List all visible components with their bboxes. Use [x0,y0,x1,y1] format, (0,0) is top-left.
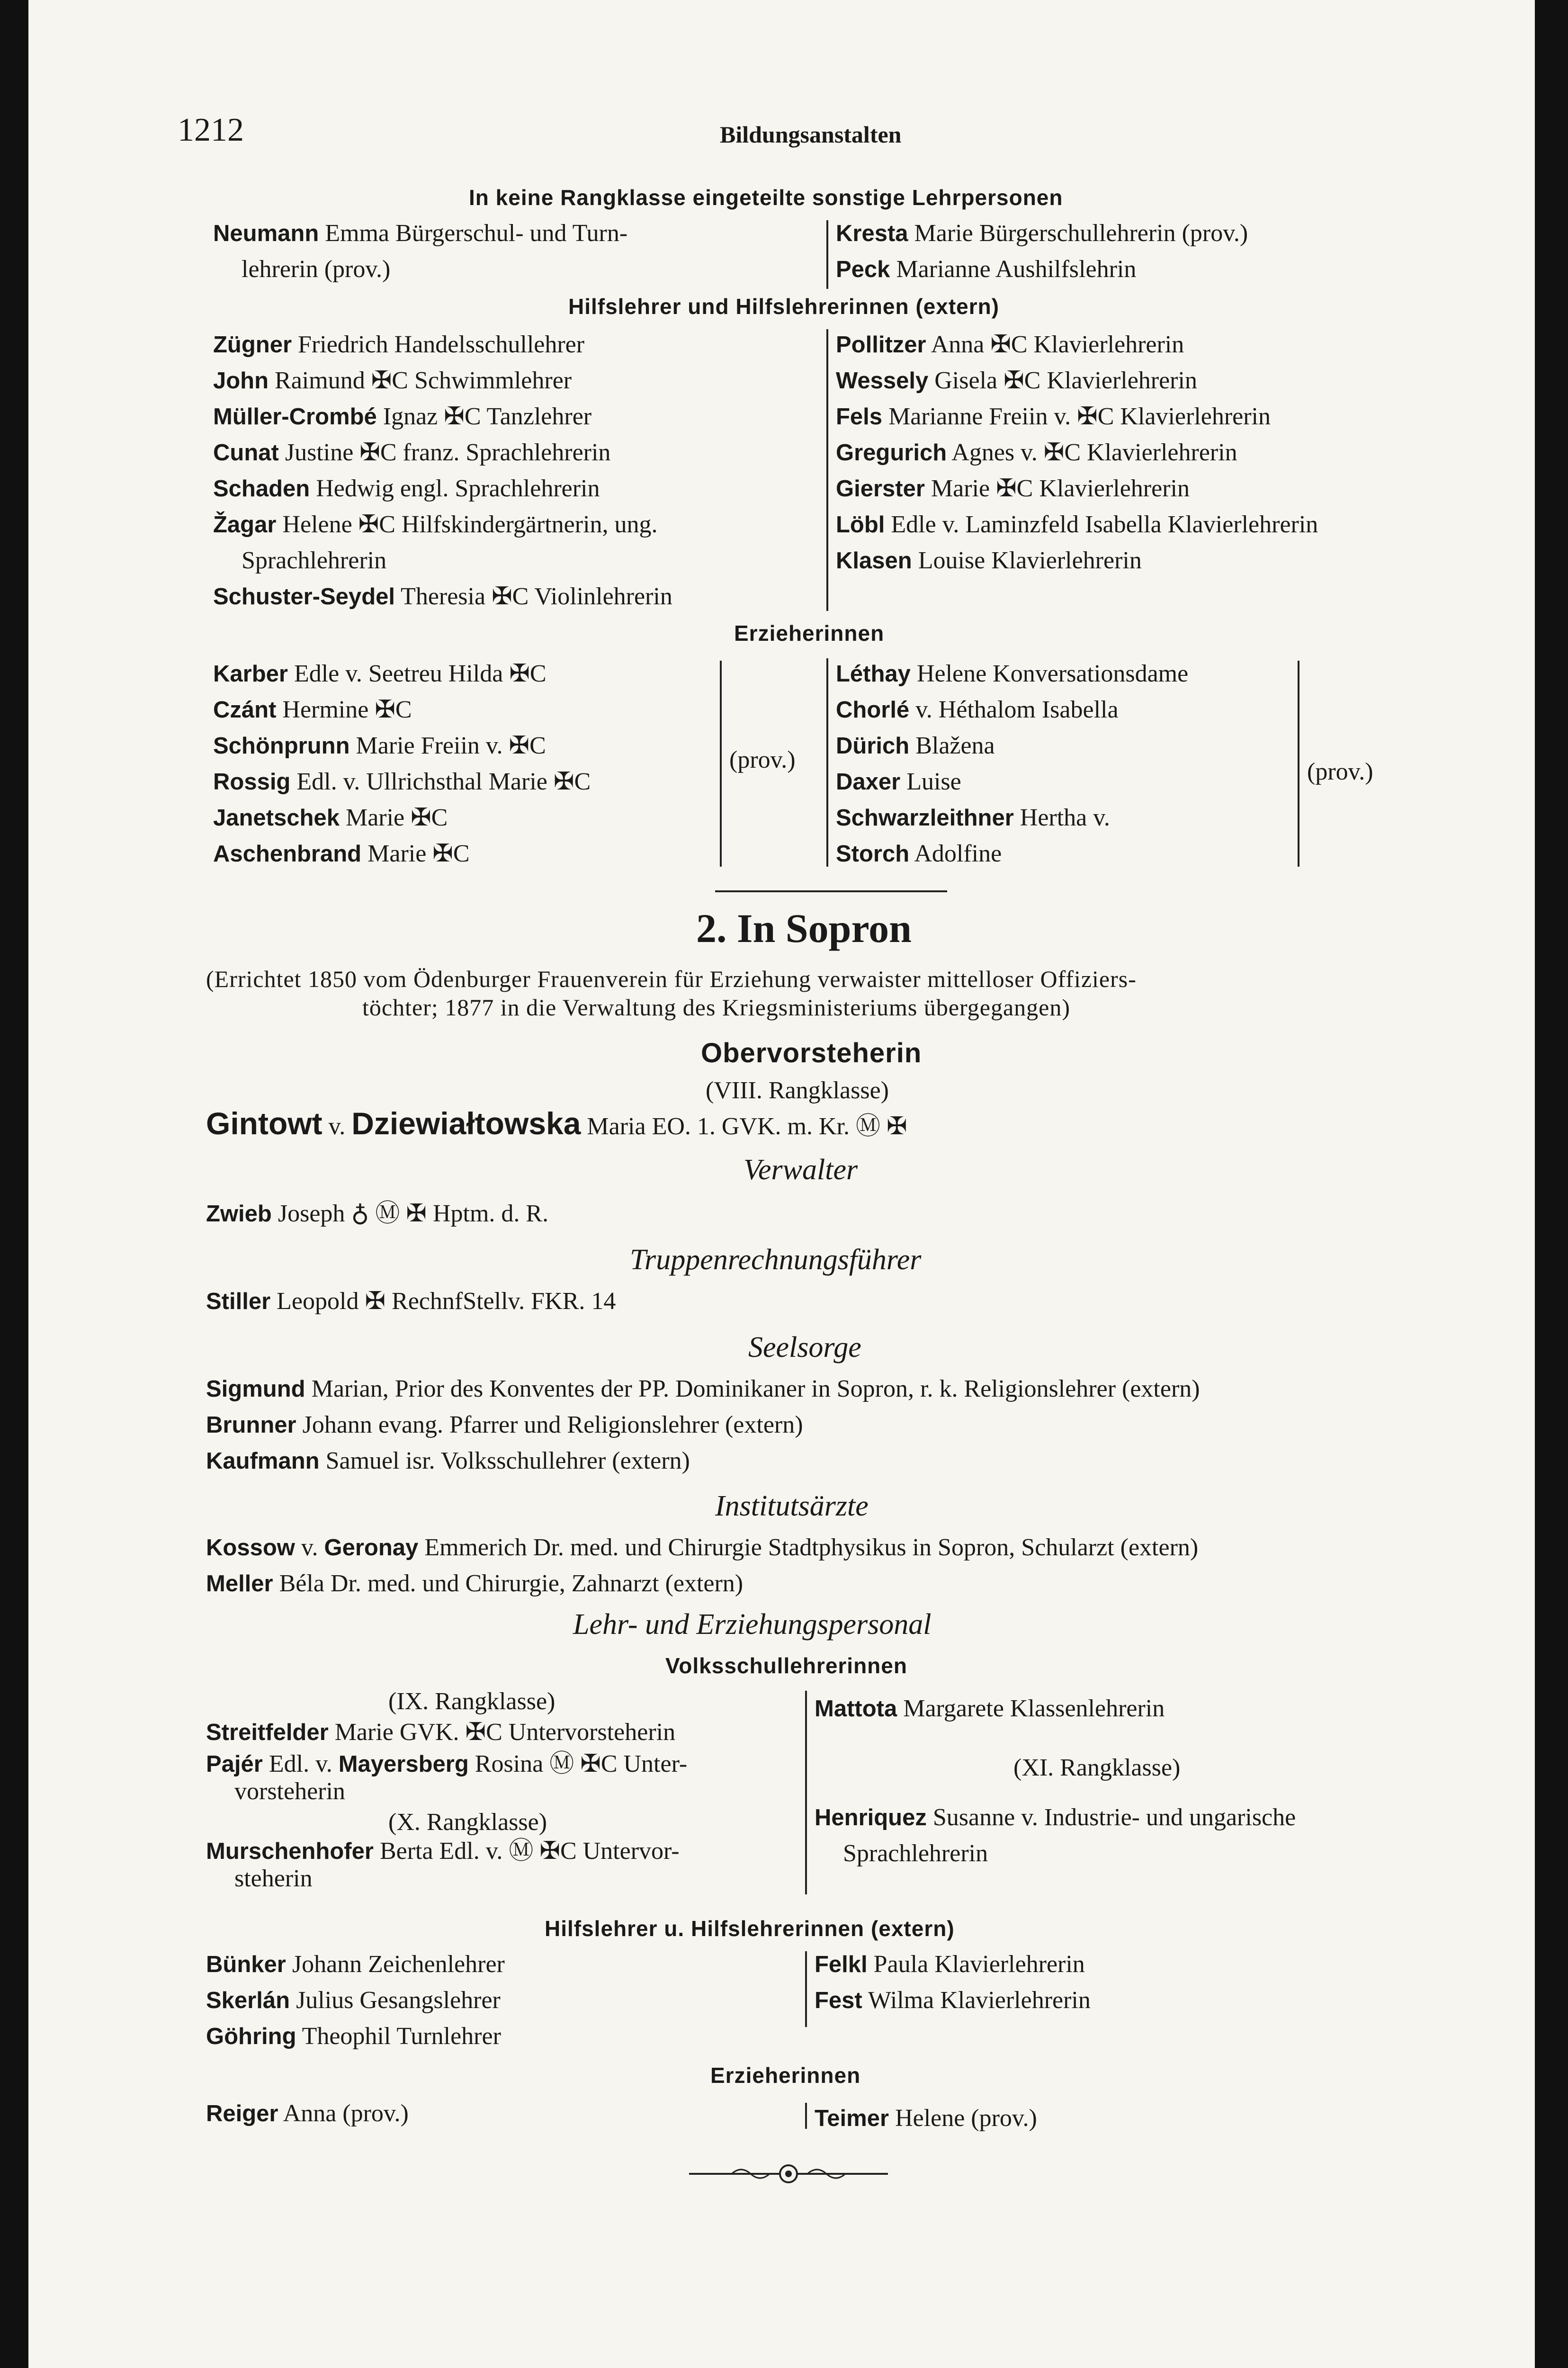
column-divider [826,220,828,289]
page-number: 1212 [178,112,244,148]
intro-line-1: (Errichtet 1850 vom Ödenburger Frauenverein für Erziehung verwaister mittelloser Offiziers- [206,966,1137,992]
list-item: Peck Marianne Aushilfslehrin [836,256,1137,283]
list-item: Neumann Emma Bürgerschul- und Turn- [213,220,628,247]
other-left-col [213,215,627,287]
brace-right [1288,661,1299,867]
heading-assistants: Hilfslehrer und Hilfslehrerinnen (extern) [568,294,1000,319]
list-item: Czánt Hermine ✠C [213,696,412,723]
running-title: Bildungsanstalten [720,121,902,148]
head-title: Obervorsteherin [701,1038,922,1068]
list-item: Göhring Theophil Turnlehrer [206,2023,501,2050]
section-title: 2. In Sopron [696,906,912,951]
list-item: Cunat Justine ✠C franz. Sprachlehrerin [213,439,611,466]
doctors-title: Institutsärzte [715,1490,869,1522]
list-item: lehrerin (prov.) [242,256,391,283]
column-divider [826,658,828,867]
xi-list [815,1800,1296,1872]
prov-label: (prov.) [1307,758,1373,785]
gov-left-col [213,656,591,872]
list-item: Pollitzer Anna ✠C Klavierlehrerin [836,331,1184,358]
list-item: Bünker Johann Zeichenlehrer [206,1951,505,1978]
list-item: John Raimund ✠C Schwimmlehrer [213,367,572,394]
heading-other-staff: In keine Rangklasse eingeteilte sonstige Lehrpersonen [469,185,1063,210]
list-item: Müller-Crombé Ignaz ✠C Tanzlehrer [213,403,592,430]
gov2-title: Erzieherinnen [710,2063,861,2088]
list-item: Fest Wilma Klavierlehrerin [815,1987,1091,2014]
list-item: Kresta Marie Bürgerschullehrerin (prov.) [836,220,1248,247]
list-item: Sigmund Marian, Prior des Konventes der PP. Dominikaner in Sopron, r. k. Religionslehrer (extern) [206,1375,1200,1402]
list-item: Streitfelder Marie GVK. ✠C Untervorsteherin [206,1719,676,1746]
column-divider [805,1691,807,1894]
page [28,0,1534,2368]
acct-title: Truppenrechnungsführer [630,1244,922,1276]
gov2-right: Teimer Helene (prov.) [815,2105,1037,2132]
prov-label: (prov.) [729,746,796,773]
list-item: Meller Béla Dr. med. und Chirurgie, Zahnarzt (extern) [206,1570,744,1597]
list-item: Dürich Blažena [836,732,995,759]
staff-subtitle: Volksschullehrerinnen [665,1653,907,1678]
list-item: Chorlé v. Héthalom Isabella [836,696,1119,723]
list-item: Löbl Edle v. Laminzfeld Isabella Klavierlehrerin [836,511,1318,538]
list-item: Karber Edle v. Seetreu Hilda ✠C [213,660,547,687]
column-divider [826,329,828,611]
list-item: Janetschek Marie ✠C [213,804,448,831]
rank-x: (X. Rangklasse) [388,1809,547,1836]
list-item: Storch Adolfine [836,840,1002,867]
list-item: vorsteherin [234,1778,345,1805]
brace-right [710,661,722,867]
list-item: Aschenbrand Marie ✠C [213,840,470,867]
list-item: Gregurich Agnes v. ✠C Klavierlehrerin [836,439,1237,466]
x-list [206,1838,680,1893]
intro-line-2: töchter; 1877 in die Verwaltung des Kriegsministeriums übergegangen) [362,994,1071,1021]
scan-edge-left [0,0,28,2368]
list-item: Klasen Louise Klavierlehrerin [836,547,1142,574]
head-rank: (VIII. Rangklasse) [706,1077,889,1104]
list-item: Skerlán Julius Gesangslehrer [206,1987,501,2014]
list-item: Henriquez Susanne v. Industrie- und ungarische [815,1804,1296,1831]
list-item: Fels Marianne Freiin v. ✠C Klavierlehrerin [836,403,1271,430]
list-item: Schwarzleithner Hertha v. [836,804,1110,831]
separator-rule [715,890,947,892]
list-item: Kossow v. Geronay Emmerich Dr. med. und Chirurgie Stadtphysikus in Sopron, Schularzt (extern) [206,1534,1199,1561]
list-item: Wessely Gisela ✠C Klavierlehrerin [836,367,1197,394]
assist-right-col [836,327,1318,579]
assist-left-col [213,327,672,615]
pastoral-list [206,1371,1200,1479]
list-item: Pajér Edl. v. Mayersberg Rosina Ⓜ ✠C Unter- [206,1750,688,1777]
pastoral-title: Seelsorge [748,1331,861,1363]
right-top-entry: Mattota Margarete Klassenlehrerin [815,1695,1165,1722]
rank-ix: (IX. Rangklasse) [388,1688,556,1715]
doctors-list [206,1530,1198,1602]
rank-xi: (XI. Rangklasse) [1013,1754,1181,1781]
list-item: Schaden Hedwig engl. Sprachlehrerin [213,475,600,502]
list-item: steherin [234,1865,313,1892]
assist2-left [206,1946,505,2054]
acct-entry: Stiller Leopold ✠ RechnfStellv. FKR. 14 [206,1288,616,1315]
list-item: Sprachlehrerin [843,1840,988,1867]
list-item: Rossig Edl. v. Ullrichsthal Marie ✠C [213,768,591,795]
admin-title: Verwalter [744,1154,858,1186]
list-item: Zügner Friedrich Handelsschullehrer [213,331,585,358]
list-item: Schönprunn Marie Freiin v. ✠C [213,732,546,759]
head-entry: Gintowt v. Dziewiałtowska Maria EO. 1. GVK. m. Kr. Ⓜ ✠ [206,1106,907,1141]
list-item: Schuster-Seydel Theresia ✠C Violinlehrerin [213,583,672,610]
list-item: Gierster Marie ✠C Klavierlehrerin [836,475,1190,502]
column-divider [805,2103,807,2129]
list-item: Murschenhofer Berta Edl. v. Ⓜ ✠C Untervor- [206,1838,680,1865]
assist2-right [815,1946,1091,2018]
list-item: Kaufmann Samuel isr. Volksschullehrer (extern) [206,1447,690,1474]
list-item: Brunner Johann evang. Pfarrer und Religionslehrer (extern) [206,1411,803,1438]
gov-right-col [836,656,1188,872]
list-item: Žagar Helene ✠C Hilfskindergärtnerin, ung. [213,511,658,538]
heading-governesses: Erzieherinnen [734,621,885,646]
list-item: Daxer Luise [836,768,961,795]
column-divider [805,1951,807,2027]
scan-edge-right [1535,0,1568,2368]
ornament-icon [689,2160,888,2188]
list-item: Sprachlehrerin [242,547,387,574]
list-item: Léthay Helene Konversationsdame [836,660,1189,687]
list-item: Felkl Paula Klavierlehrerin [815,1951,1085,1978]
staff-title: Lehr- und Erziehungspersonal [573,1608,932,1641]
assist2-title: Hilfslehrer u. Hilfslehrerinnen (extern) [545,1916,955,1941]
admin-entry: Zwieb Joseph ♁ Ⓜ ✠ Hptm. d. R. [206,1200,549,1227]
gov2-left: Reiger Anna (prov.) [206,2100,409,2127]
ix-list [206,1714,687,1805]
other-right-col [836,215,1248,287]
